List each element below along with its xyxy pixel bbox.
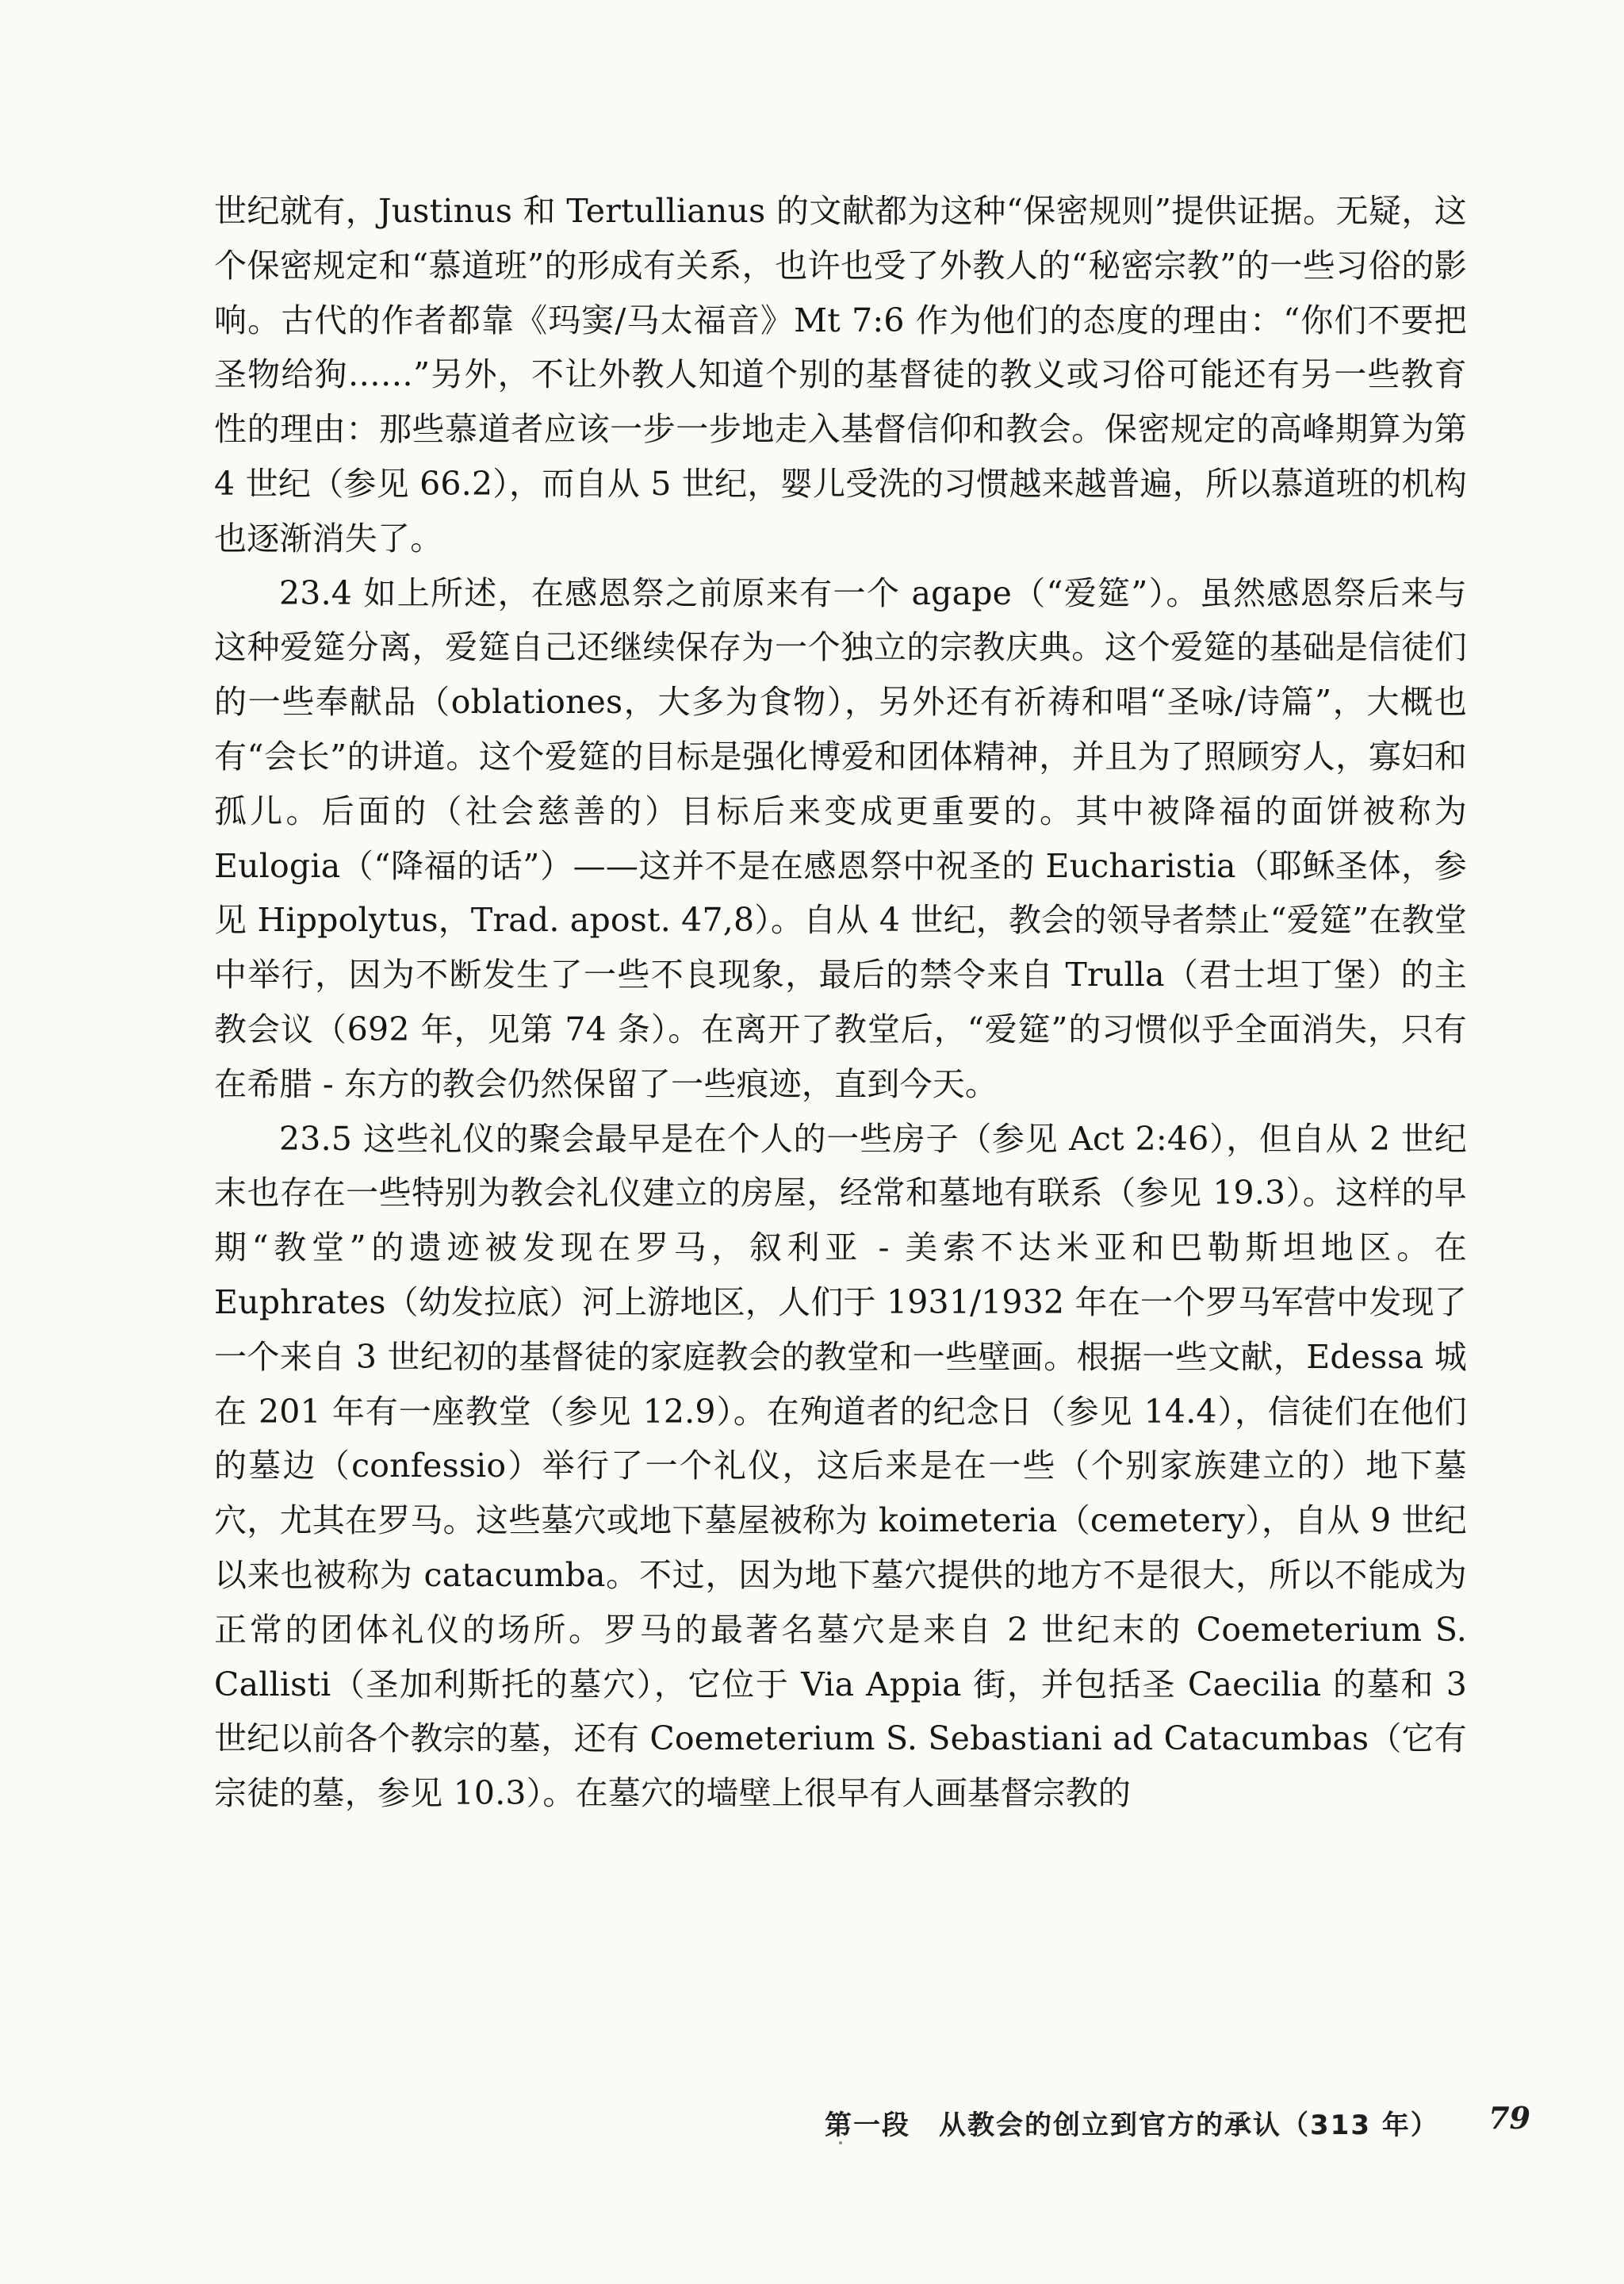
paragraph-continued: 世纪就有，Justinus 和 Tertullianus 的文献都为这种“保密规则”提供证据。无疑，这个保密规定和“慕道班”的形成有关系，也许也受了外教人的“秘密宗教”的一些习俗的影响。古代的作者都靠《玛窦/马太福音》Mt 7:6 作为他们的态度的理由：“你们不要把圣物给狗……”另外，不让外教人知道个别的基督徒的教义或习俗可能还有另一些教育性的理由：那些慕道者应该一步一步地走入基督信仰和教会。保密规定的高峰期算为第 4 世纪（参见 66.2），而自从 5 世纪，婴儿受洗的习惯越来越普遍，所以慕道班的机构也逐渐消失了。 bbox=[214, 192, 1467, 558]
page-body bbox=[214, 184, 1467, 1821]
running-title: 第一段 从教会的创立到官方的承认（313 年） bbox=[825, 2110, 1439, 2141]
paragraph-23-4: 23.4 如上所述，在感恩祭之前原来有一个 agape（“爱筵”）。虽然感恩祭后来与这种爱筵分离，爱筵自己还继续保存为一个独立的宗教庆典。这个爱筵的基础是信徒们的一些奉献品（oblationes，大多为食物），另外还有祈祷和唱“圣咏/诗篇”，大概也有“会长”的讲道。这个爱筵的目标是强化博爱和团体精神，并且为了照顾穷人，寡妇和孤儿。后面的（社会慈善的）目标后来变成更重要的。其中被降福的面饼被称为 Eulogia（“降福的话”）——这并不是在感恩祭中祝圣的 Eucharistia（耶稣圣体，参见 Hippolytus，Trad. apost. 47,8）。自从 4 世纪，教会的领导者禁止“爱筵”在教堂中举行，因为不断发生了一些不良现象，最后的禁令来自 Trulla（君士坦丁堡）的主教会议（692 年，见第 74 条）。在离开了教堂后，“爱筵”的习惯似乎全面消失，只有在希腊 - 东方的教会仍然保留了一些痕迹，直到今天。 bbox=[214, 573, 1468, 1103]
page-number: 79 bbox=[1488, 2100, 1530, 2136]
page-footer bbox=[825, 2100, 1530, 2151]
scan-speck bbox=[839, 2141, 842, 2144]
paragraph-23-5: 23.5 这些礼仪的聚会最早是在个人的一些房子（参见 Act 2:46），但自从 2 世纪末也存在一些特别为教会礼仪建立的房屋，经常和墓地有联系（参见 19.3）。这样的早期“教堂”的遗迹被发现在罗马，叙利亚 - 美索不达米亚和巴勒斯坦地区。在 Euphrates（幼发拉底）河上游地区，人们于 1931/1932 年在一个罗马军营中发现了一个来自 3 世纪初的基督徒的家庭教会的教堂和一些壁画。根据一些文献，Edessa 城在 201 年有一座教堂（参见 12.9）。在殉道者的纪念日（参见 14.4），信徒们在他们的墓边（confessio）举行了一个礼仪，这后来是在一些（个别家族建立的）地下墓穴，尤其在罗马。这些墓穴或地下墓屋被称为 koimeteria（cemetery），自从 9 世纪以来也被称为 catacumba。不过，因为地下墓穴提供的地方不是很大，所以不能成为正常的团体礼仪的场所。罗马的最著名墓穴是来自 2 世纪末的 Coemeterium S. Callisti（圣加利斯托的墓穴），它位于 Via Appia 街，并包括圣 Caecilia 的墓和 3 世纪以前各个教宗的墓，还有 Coemeterium S. Sebastiani ad Catacumbas（它有宗徒的墓，参见 10.3）。在墓穴的墙壁上很早有人画基督宗教的 bbox=[214, 1119, 1467, 1813]
